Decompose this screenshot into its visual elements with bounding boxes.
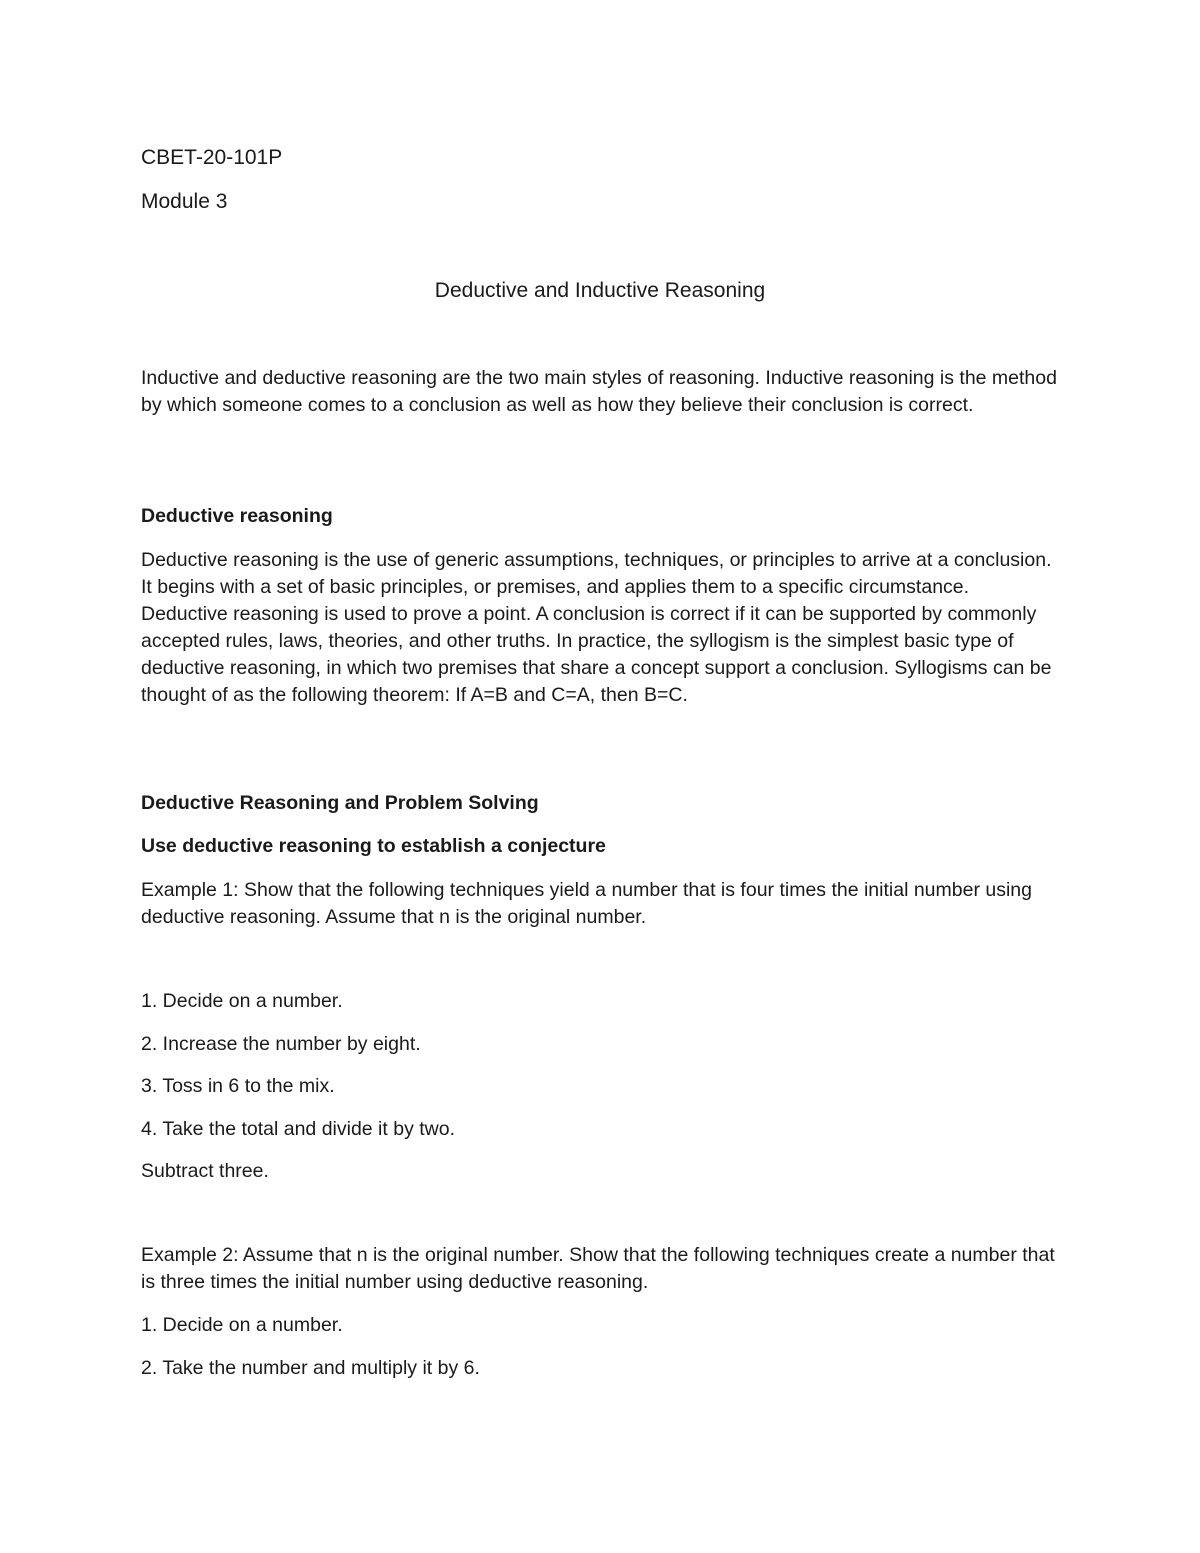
- example-2-step: 1. Decide on a number.: [141, 1314, 343, 1336]
- example-1-step: 2. Increase the number by eight.: [141, 1033, 421, 1055]
- section-heading-deductive: Deductive reasoning: [141, 505, 333, 527]
- subheading-conjecture: Use deductive reasoning to establish a conjecture: [141, 835, 606, 857]
- deductive-paragraph: Deductive reasoning is the use of generic assumptions, techniques, or principles to arrive at a conclusion. It begins with a set of basic principles, or premises, and applies them to a specific circumstance. Deductive reasoning is used to prove a point. A conclusion is correct if it can be supported by commonly accepted rules, laws, theories, and other truths. In practice, the syllogism is the simplest basic type of deductive reasoning, in which two premises that share a concept support a conclusion. Syllogisms can be thought of as the following theorem: If A=B and C=A, then B=C.: [141, 549, 1052, 706]
- example-1-step: Subtract three.: [141, 1160, 269, 1182]
- example-1-step: 4. Take the total and divide it by two.: [141, 1118, 455, 1140]
- intro-paragraph: Inductive and deductive reasoning are the two main styles of reasoning. Inductive reasoning is the method by which someone comes to a conclusion as well as how they believe their conclusion is correct.: [141, 367, 1057, 416]
- section-heading-problem-solving: Deductive Reasoning and Problem Solving: [141, 792, 539, 814]
- example-1-step: 1. Decide on a number.: [141, 990, 343, 1012]
- example-1-text: Example 1: Show that the following techniques yield a number that is four times the initial number using deductive reasoning. Assume that n is the original number.: [141, 879, 1032, 928]
- course-code: CBET-20-101P: [141, 146, 283, 169]
- example-2-step: 2. Take the number and multiply it by 6.: [141, 1357, 480, 1379]
- example-2-text: Example 2: Assume that n is the original number. Show that the following techniques create a number that is three times the initial number using deductive reasoning.: [141, 1244, 1055, 1293]
- document-title: Deductive and Inductive Reasoning: [434, 279, 766, 302]
- example-1-step: 3. Toss in 6 to the mix.: [141, 1075, 335, 1097]
- module-label: Module 3: [141, 190, 228, 213]
